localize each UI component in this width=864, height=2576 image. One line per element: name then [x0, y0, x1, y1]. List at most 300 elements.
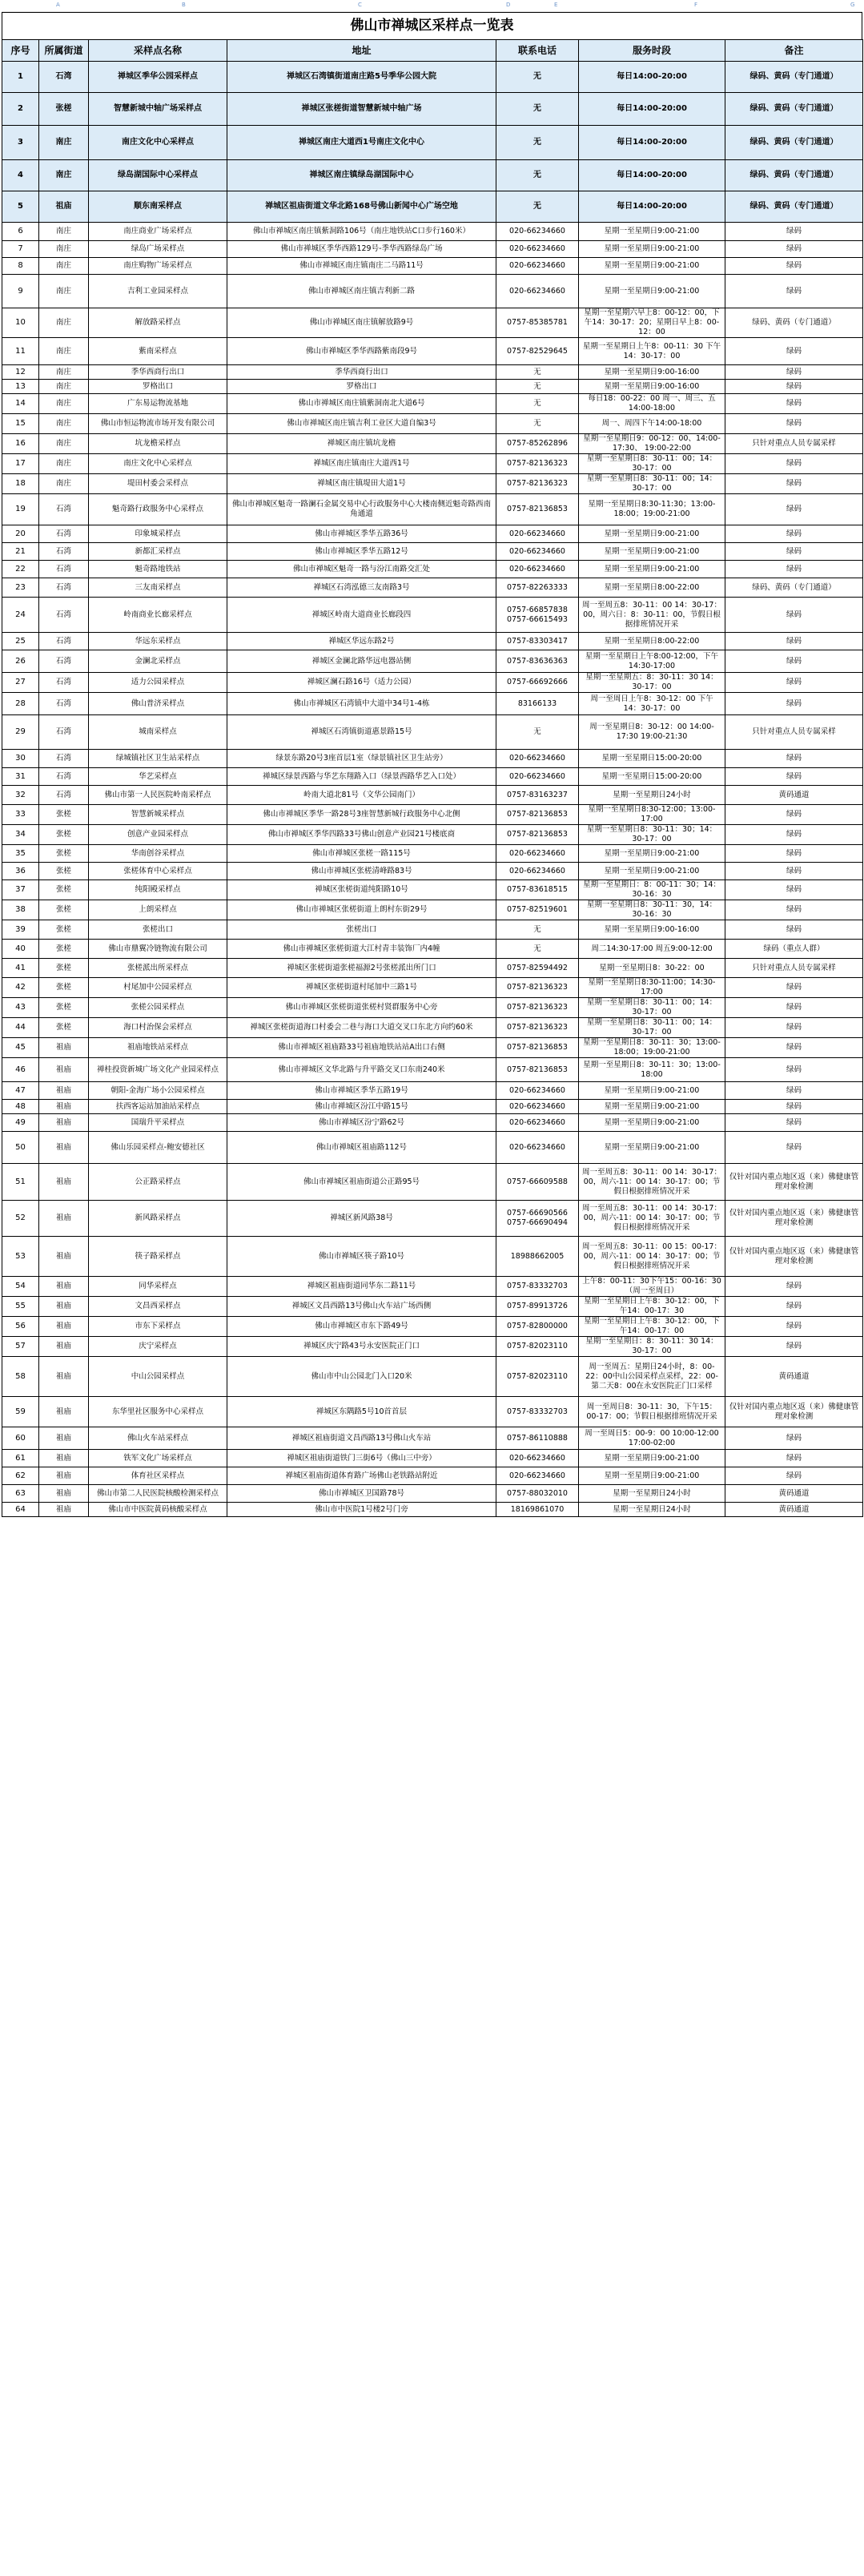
cell-time: 星期一至星期日9:00-21:00: [579, 863, 725, 880]
table-row: [2, 920, 863, 940]
cell-time: 星期一至星期日8：30-11：00；14：30-17：00: [579, 998, 725, 1018]
cell-phone: 0757-83636363: [496, 650, 579, 673]
cell-no: 8: [2, 258, 39, 275]
table-row: [2, 62, 863, 93]
cell-no: 32: [2, 786, 39, 805]
cell-time: 星期一至星期日8:00-22:00: [579, 633, 725, 650]
cell-address: 禅城区岭南大道商业长廊段四: [227, 598, 496, 633]
cell-phone: 020-66234660: [496, 768, 579, 786]
cell-no: 56: [2, 1317, 39, 1337]
cell-address: 禅城区张槎街道海口村委会二巷与海口大道交叉口东北方向约60米: [227, 1018, 496, 1038]
table-row: [2, 715, 863, 750]
cell-street: 南庄: [39, 365, 89, 380]
cell-no: 12: [2, 365, 39, 380]
cell-name: 铁军文化广场采样点: [89, 1450, 227, 1467]
cell-street: 石湾: [39, 750, 89, 768]
cell-name: 解放路采样点: [89, 308, 227, 338]
cell-street: 南庄: [39, 394, 89, 414]
cell-phone: 0757-82136323: [496, 978, 579, 998]
table-row: [2, 308, 863, 338]
cell-time: 周一至周五8：30-11：00 14：30-17：00，周六-11：00 14：30-17：00；节假日根据排班情况开采: [579, 1164, 725, 1201]
cell-street: 祖庙: [39, 1357, 89, 1397]
cell-phone: 020-66234660: [496, 1100, 579, 1114]
cell-time: 星期一至星期日9:00-21:00: [579, 1114, 725, 1132]
cell-street: 南庄: [39, 380, 89, 394]
cell-phone: 无: [496, 414, 579, 434]
cell-street: 祖庙: [39, 1467, 89, 1485]
cell-street: 石湾: [39, 494, 89, 525]
table-row: [2, 673, 863, 693]
cell-no: 36: [2, 863, 39, 880]
cell-name: 绿岛湖国际中心采样点: [89, 160, 227, 191]
cell-name: 佛山市鼎翼冷链物流有限公司: [89, 940, 227, 959]
cell-time: 星期一至星期日9：00-12：00、14:00-17:30、 19:00-22:00: [579, 434, 725, 454]
table-row: [2, 525, 863, 543]
cell-no: 62: [2, 1467, 39, 1485]
cell-name: 华艺采样点: [89, 768, 227, 786]
cell-no: 42: [2, 978, 39, 998]
page-title: 佛山市禅城区采样点一览表: [2, 12, 862, 39]
cell-address: 佛山市禅城区汾宁路62号: [227, 1114, 496, 1132]
cell-phone: 0757-83332703: [496, 1277, 579, 1297]
cell-address: 佛山市禅城区汾江中路15号: [227, 1100, 496, 1114]
cell-address: 佛山市禅城区南庄镇吉利新二路: [227, 275, 496, 308]
cell-note: 绿码: [725, 365, 863, 380]
cell-note: 绿码: [725, 1038, 863, 1058]
cell-street: 石湾: [39, 673, 89, 693]
cell-time: 周一至周五8：30-11：00 14：30-17：00，周六-11：00 14：30-17：00；节假日根据排班情况开采: [579, 1201, 725, 1237]
cell-no: 26: [2, 650, 39, 673]
cell-time: 周一至周五8：30-11：00 14：30-17：00，周六日：8：30-11：00，节假日根据排班情况开采: [579, 598, 725, 633]
cell-phone: 0757-85262896: [496, 434, 579, 454]
cell-note: 只针对重点人员专属采样: [725, 959, 863, 978]
table-row: [2, 633, 863, 650]
cell-time: 周一至周五：星期日24小时，8：00-22：00中山公园采样点采样，22：00-第二天8：00在永安医院正门口采样: [579, 1357, 725, 1397]
cell-phone: 020-66234660: [496, 1082, 579, 1100]
cell-name: 张槎派出所采样点: [89, 959, 227, 978]
cell-note: 只针对重点人员专属采样: [725, 434, 863, 454]
table-row: [2, 1467, 863, 1485]
cell-street: 祖庙: [39, 1450, 89, 1467]
cell-no: 20: [2, 525, 39, 543]
cell-no: 45: [2, 1038, 39, 1058]
cell-name: 魁奇路行政服务中心采样点: [89, 494, 227, 525]
cell-name: 绿城镇社区卫生站采样点: [89, 750, 227, 768]
header-address: 地址: [227, 40, 496, 62]
cell-time: 周一至周日上午8：30-12：00 下午14：30-17：00: [579, 693, 725, 715]
cell-address: 佛山市禅城区南庄镇解放路9号: [227, 308, 496, 338]
cell-street: 石湾: [39, 768, 89, 786]
cell-name: 罗格出口: [89, 380, 227, 394]
cell-note: 黄码通道: [725, 1357, 863, 1397]
cell-address: 佛山市禅城区南庄镇紫洞路106号（南庄地铁站C口步行160米）: [227, 223, 496, 241]
cell-time: 星期一至星期日8：30-11：30；13:00-18:00；19:00-21:00: [579, 1038, 725, 1058]
cell-name: 适力公园采样点: [89, 673, 227, 693]
table-row: [2, 1277, 863, 1297]
cell-phone: 020-66234660: [496, 750, 579, 768]
cell-no: 5: [2, 191, 39, 223]
cell-name: 南庄文化中心采样点: [89, 126, 227, 160]
cell-no: 59: [2, 1397, 39, 1427]
cell-address: 佛山市禅城区筷子路10号: [227, 1237, 496, 1277]
cell-time: 星期一至星期日8：30-11：30；13:00-18:00: [579, 1058, 725, 1082]
cell-no: 41: [2, 959, 39, 978]
cell-address: 岭南大道北81号（文华公园南门）: [227, 786, 496, 805]
cell-time: 星期一至星期日24小时: [579, 1503, 725, 1517]
cell-phone: 020-66234660: [496, 258, 579, 275]
cell-name: 智慧新城中轴广场采样点: [89, 93, 227, 126]
cell-time: 每日14:00-20:00: [579, 191, 725, 223]
cell-street: 张槎: [39, 920, 89, 940]
cell-address: 禅城区张槎街道村尾加中三路1号: [227, 978, 496, 998]
cell-no: 49: [2, 1114, 39, 1132]
cell-note: 绿码: [725, 900, 863, 920]
cell-no: 10: [2, 308, 39, 338]
cell-address: 佛山市禅城区南庄镇紫洞南北大道6号: [227, 394, 496, 414]
cell-no: 54: [2, 1277, 39, 1297]
cell-name: 朝阳-金海广场小公园采样点: [89, 1082, 227, 1100]
table-row: [2, 750, 863, 768]
cell-name: 新都汇采样点: [89, 543, 227, 561]
cell-no: 9: [2, 275, 39, 308]
cell-phone: 0757-83163237: [496, 786, 579, 805]
cell-time: 星期一至星期日9:00-21:00: [579, 525, 725, 543]
cell-time: 星期一至星期日8：30-11：30；14：30-17：00: [579, 825, 725, 845]
cell-time: 星期一至星期日上午8：30-12：00，下午14：00-17：00: [579, 1317, 725, 1337]
cell-no: 1: [2, 62, 39, 93]
table-row: [2, 959, 863, 978]
cell-name: 张槎公园采样点: [89, 998, 227, 1018]
cell-address: 禅城区澜石路16号（适力公园）: [227, 673, 496, 693]
cell-note: 绿码: [725, 920, 863, 940]
cell-street: 张槎: [39, 998, 89, 1018]
cell-street: 石湾: [39, 598, 89, 633]
cell-note: 绿码: [725, 275, 863, 308]
table-row: [2, 693, 863, 715]
cell-time: 周一至星期日8：30-12：00 14:00-17:30 19:00-21:30: [579, 715, 725, 750]
cell-street: 祖庙: [39, 1082, 89, 1100]
cell-note: 绿码: [725, 673, 863, 693]
cell-street: 南庄: [39, 241, 89, 258]
cell-no: 4: [2, 160, 39, 191]
cell-street: 祖庙: [39, 1114, 89, 1132]
cell-time: 星期一至星期日8:30-11:00；14:30-17:00: [579, 978, 725, 998]
cell-name: 顺东南采样点: [89, 191, 227, 223]
cell-name: 海口村治保会采样点: [89, 1018, 227, 1038]
cell-address: 禅城区东隅路5号10首首层: [227, 1397, 496, 1427]
cell-time: 每日14:00-20:00: [579, 160, 725, 191]
cell-note: 只针对重点人员专属采样: [725, 715, 863, 750]
cell-no: 3: [2, 126, 39, 160]
cell-note: 绿码: [725, 978, 863, 998]
cell-name: 庆宁采样点: [89, 1337, 227, 1357]
cell-note: 绿码、黄码（专门通道）: [725, 191, 863, 223]
cell-name: 筷子路采样点: [89, 1237, 227, 1277]
cell-address: 禅城区石湾泓德三友南路3号: [227, 578, 496, 598]
cell-name: 金澜北采样点: [89, 650, 227, 673]
cell-no: 58: [2, 1357, 39, 1397]
cell-no: 35: [2, 845, 39, 863]
cell-street: 南庄: [39, 160, 89, 191]
header-note: 备注: [725, 40, 863, 62]
cell-name: 坑龙檐采样点: [89, 434, 227, 454]
cell-time: 星期一至星期日9:00-21:00: [579, 275, 725, 308]
cell-note: 绿码: [725, 543, 863, 561]
cell-note: 绿码: [725, 863, 863, 880]
table-row: [2, 365, 863, 380]
cell-note: 仅针对国内重点地区返（来）佛健康管理对象检测: [725, 1397, 863, 1427]
table-row: [2, 543, 863, 561]
cell-no: 39: [2, 920, 39, 940]
table-row: [2, 845, 863, 863]
cell-address: 佛山市禅城区南庄镇吉利工业区大道自编3号: [227, 414, 496, 434]
table-row: [2, 768, 863, 786]
cell-address: 佛山市禅城区季华一路28号3座智慧新城行政服务中心北侧: [227, 805, 496, 825]
cell-street: 石湾: [39, 786, 89, 805]
cell-time: 星期一至星期日9:00-21:00: [579, 845, 725, 863]
cell-address: 禅城区祖庙街道文昌西路13号佛山火车站: [227, 1427, 496, 1450]
cell-note: 绿码: [725, 1337, 863, 1357]
cell-phone: 0757-82136323: [496, 1018, 579, 1038]
cell-phone: 0757-82136323: [496, 474, 579, 494]
cell-address: 佛山市禅城区祖庙路112号: [227, 1132, 496, 1164]
cell-no: 17: [2, 454, 39, 474]
header-time: 服务时段: [579, 40, 725, 62]
cell-street: 张槎: [39, 940, 89, 959]
table-row: [2, 978, 863, 998]
table-row: [2, 1317, 863, 1337]
cell-name: 上朗采样点: [89, 900, 227, 920]
cell-time: 每日14:00-20:00: [579, 126, 725, 160]
table-row: [2, 1427, 863, 1450]
cell-phone: 0757-82023110: [496, 1357, 579, 1397]
cell-name: 华远东采样点: [89, 633, 227, 650]
cell-phone: 无: [496, 160, 579, 191]
cell-phone: 020-66234660: [496, 525, 579, 543]
cell-phone: 0757-88032010: [496, 1485, 579, 1503]
table-row: [2, 561, 863, 578]
cell-name: 城南采样点: [89, 715, 227, 750]
cell-time: 星期一至星期日8：30-22：00: [579, 959, 725, 978]
cell-time: 星期一至星期五：8：30-11：30 14：30-17：00: [579, 673, 725, 693]
cell-phone: 0757-82263333: [496, 578, 579, 598]
cell-address: 佛山市禅城区季华西路129号-季华西路绿岛广场: [227, 241, 496, 258]
cell-name: 禅城区季华公园采样点: [89, 62, 227, 93]
table-row: [2, 880, 863, 900]
cell-street: 南庄: [39, 258, 89, 275]
column-letter: E: [554, 2, 558, 8]
cell-no: 24: [2, 598, 39, 633]
cell-name: 魁奇路地铁站: [89, 561, 227, 578]
cell-street: 祖庙: [39, 1397, 89, 1427]
table-row: [2, 825, 863, 845]
cell-no: 19: [2, 494, 39, 525]
cell-phone: 0757-82136853: [496, 494, 579, 525]
table-row: [2, 578, 863, 598]
cell-phone: 020-66234660: [496, 223, 579, 241]
cell-note: 绿码: [725, 1132, 863, 1164]
cell-phone: 0757-82136853: [496, 1058, 579, 1082]
cell-address: 佛山市禅城区南庄镇南庄二马路11号: [227, 258, 496, 275]
cell-address: 禅城区祖庙街道同华东二路11号: [227, 1277, 496, 1297]
cell-address: 佛山市禅城区季华五路19号: [227, 1082, 496, 1100]
table-row: [2, 1201, 863, 1237]
cell-phone: 020-66234660: [496, 1132, 579, 1164]
cell-phone: 18988662005: [496, 1237, 579, 1277]
cell-note: 绿码: [725, 474, 863, 494]
cell-no: 27: [2, 673, 39, 693]
column-letter: D: [506, 2, 511, 8]
cell-phone: 020-66234660: [496, 241, 579, 258]
cell-phone: 0757-82136853: [496, 805, 579, 825]
cell-name: 体育社区采样点: [89, 1467, 227, 1485]
cell-name: 佛山火车站采样点: [89, 1427, 227, 1450]
cell-no: 21: [2, 543, 39, 561]
cell-name: 市东下采样点: [89, 1317, 227, 1337]
cell-phone: 0757-83618515: [496, 880, 579, 900]
cell-address: 佛山市禅城区张槎街道大江村青丰装饰厂内4幢: [227, 940, 496, 959]
cell-phone: 0757-89913726: [496, 1297, 579, 1317]
cell-name: 紫南采样点: [89, 338, 227, 365]
table-row: [2, 598, 863, 633]
cell-time: 星期一至星期日8:30-11:30；13:00-18:00；19:00-21:00: [579, 494, 725, 525]
cell-street: 石湾: [39, 715, 89, 750]
cell-phone: 0757-82519601: [496, 900, 579, 920]
cell-address: 佛山市禅城区文华北路与升平路交叉口东南240米: [227, 1058, 496, 1082]
cell-street: 张槎: [39, 805, 89, 825]
table-row: [2, 380, 863, 394]
table-row: [2, 650, 863, 673]
table-row: [2, 1132, 863, 1164]
table-row: [2, 126, 863, 160]
cell-no: 38: [2, 900, 39, 920]
cell-note: 绿码: [725, 561, 863, 578]
cell-time: 星期一至星期日9:00-21:00: [579, 561, 725, 578]
table-row: [2, 1485, 863, 1503]
cell-name: 佛山市第一人民医院岭南采样点: [89, 786, 227, 805]
cell-note: 黄码通道: [725, 786, 863, 805]
cell-phone: 020-66234660: [496, 1467, 579, 1485]
cell-note: 绿码、黄码（专门通道）: [725, 93, 863, 126]
cell-address: 禅城区绿景西路与华艺东翔路入口（绿景西路华艺入口处）: [227, 768, 496, 786]
cell-no: 34: [2, 825, 39, 845]
cell-name: 岭南商业长廊采样点: [89, 598, 227, 633]
cell-street: 张槎: [39, 978, 89, 998]
cell-phone: 0757-82529645: [496, 338, 579, 365]
cell-no: 22: [2, 561, 39, 578]
cell-time: 星期一至星期日8：30-11：00；14：30-17：00: [579, 1018, 725, 1038]
table-row: [2, 1297, 863, 1317]
cell-no: 37: [2, 880, 39, 900]
cell-time: 周一至周日8：30-11：30，下午15：00-17：00；节假日根据排班情况开采: [579, 1397, 725, 1427]
table-row: [2, 494, 863, 525]
cell-time: 星期一至星期日8:30-12:00；13:00-17:00: [579, 805, 725, 825]
cell-note: 绿码: [725, 258, 863, 275]
cell-time: 星期一至星期日：8：00-11：30；14：30-16：30: [579, 880, 725, 900]
cell-street: 南庄: [39, 454, 89, 474]
table-row: [2, 1503, 863, 1517]
cell-note: 绿码: [725, 1058, 863, 1082]
cell-no: 14: [2, 394, 39, 414]
column-letter: B: [182, 2, 186, 8]
cell-note: 仅针对国内重点地区返（来）佛健康管理对象检测: [725, 1201, 863, 1237]
cell-name: 国瑞升平采样点: [89, 1114, 227, 1132]
cell-phone: 020-66234660: [496, 561, 579, 578]
cell-no: 50: [2, 1132, 39, 1164]
cell-street: 南庄: [39, 223, 89, 241]
cell-time: 周一至周日5：00-9：00 10:00-12:00 17:00-02:00: [579, 1427, 725, 1450]
cell-street: 南庄: [39, 275, 89, 308]
cell-street: 祖庙: [39, 1100, 89, 1114]
cell-address: 佛山市禅城区卫国路78号: [227, 1485, 496, 1503]
cell-name: 智慧新城采样点: [89, 805, 227, 825]
cell-note: 绿码: [725, 1467, 863, 1485]
cell-address: 佛山市禅城区季华四路33号佛山创意产业园21号楼底商: [227, 825, 496, 845]
cell-address: 佛山市禅城区祖庙路33号祖庙地铁站站A出口右侧: [227, 1038, 496, 1058]
header-no: 序号: [2, 40, 39, 62]
table-row: [2, 434, 863, 454]
cell-time: 每日18：00-22：00 周一、周三、五14:00-18:00: [579, 394, 725, 414]
cell-phone: 0757-66857838 0757-66615493: [496, 598, 579, 633]
cell-address: 禅城区石湾镇街道南庄路5号季华公园大院: [227, 62, 496, 93]
cell-no: 61: [2, 1450, 39, 1467]
cell-no: 51: [2, 1164, 39, 1201]
table-row: [2, 1100, 863, 1114]
cell-name: 南庄文化中心采样点: [89, 454, 227, 474]
cell-street: 南庄: [39, 474, 89, 494]
cell-address: 佛山市禅城区季华西路紫南段9号: [227, 338, 496, 365]
table-row: [2, 786, 863, 805]
table-row: [2, 1082, 863, 1100]
cell-note: 绿码: [725, 454, 863, 474]
cell-note: 绿码: [725, 338, 863, 365]
cell-name: 佛山市中医院黄码核酸采样点: [89, 1503, 227, 1517]
cell-street: 张槎: [39, 845, 89, 863]
cell-note: 绿码: [725, 1450, 863, 1467]
cell-time: 星期一至星期日24小时: [579, 786, 725, 805]
cell-time: 星期一至星期日上午8:00-12:00，下午14:30-17:00: [579, 650, 725, 673]
cell-time: 星期一至星期日24小时: [579, 1485, 725, 1503]
cell-phone: 0757-66690566 0757-66690494: [496, 1201, 579, 1237]
cell-street: 南庄: [39, 308, 89, 338]
table-row: [2, 805, 863, 825]
cell-phone: 0757-82136853: [496, 825, 579, 845]
cell-address: 禅城区南庄大道西1号南庄文化中心: [227, 126, 496, 160]
cell-address: 禅城区南庄镇南庄大道西1号: [227, 454, 496, 474]
cell-note: 绿码: [725, 845, 863, 863]
cell-time: 上午8：00-11：30下午15：00-16：30（周一至周日）: [579, 1277, 725, 1297]
cell-address: 禅城区庆宁路43号永安医院正门口: [227, 1337, 496, 1357]
cell-name: 文昌西采样点: [89, 1297, 227, 1317]
cell-no: 48: [2, 1100, 39, 1114]
cell-note: 绿码: [725, 750, 863, 768]
cell-note: 绿码: [725, 998, 863, 1018]
cell-time: 星期一至星期日9:00-16:00: [579, 920, 725, 940]
cell-note: 绿码: [725, 825, 863, 845]
cell-phone: 0757-86110888: [496, 1427, 579, 1450]
cell-time: 周一、周四下午14:00-18:00: [579, 414, 725, 434]
cell-address: 季华西商行出口: [227, 365, 496, 380]
cell-note: 绿码: [725, 1297, 863, 1317]
cell-street: 南庄: [39, 414, 89, 434]
cell-name: 新风路采样点: [89, 1201, 227, 1237]
cell-address: 佛山市禅城区魁奇一路与汾江南路交汇处: [227, 561, 496, 578]
cell-name: 张槎体育中心采样点: [89, 863, 227, 880]
table-row: [2, 998, 863, 1018]
cell-address: 佛山市禅城区张槎街道上朗村东街29号: [227, 900, 496, 920]
cell-address: 佛山市禅城区张槎清峰路83号: [227, 863, 496, 880]
table-row: [2, 1237, 863, 1277]
